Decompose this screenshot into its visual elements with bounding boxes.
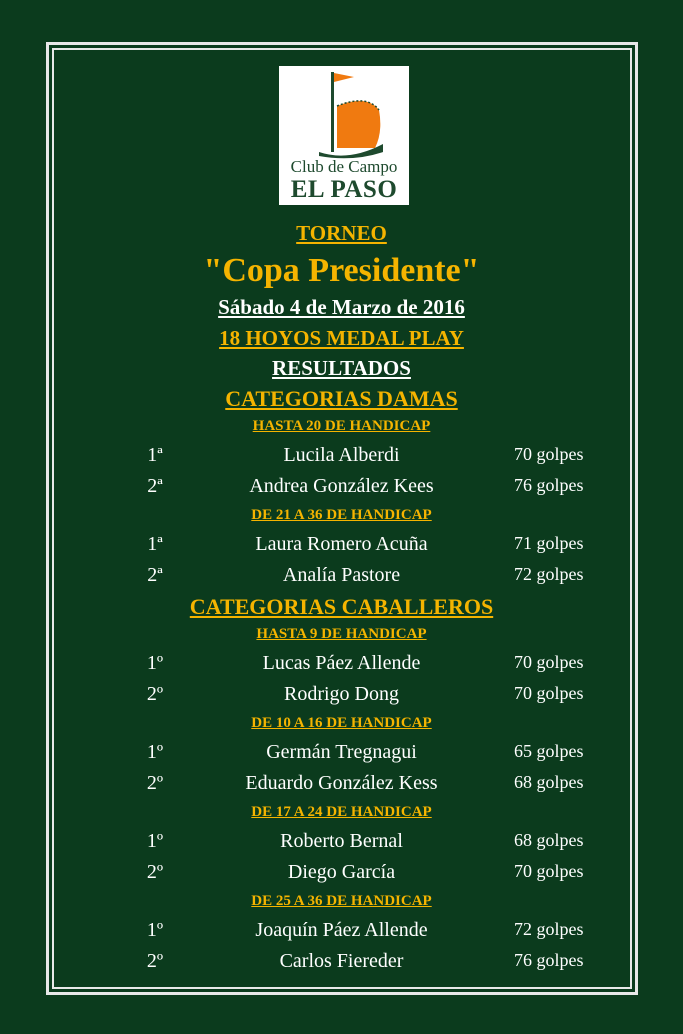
result-score: 70 golpes: [514, 652, 584, 672]
group-label: DE 25 A 36 DE HANDICAP: [251, 893, 432, 909]
results-heading: RESULTADOS: [272, 356, 411, 380]
result-position: 1º: [146, 919, 164, 941]
result-row: [0, 919, 683, 949]
result-position: 1ª: [147, 444, 163, 466]
result-position: 2º: [146, 772, 164, 794]
result-row: [0, 830, 683, 860]
result-row: [0, 772, 683, 802]
result-score: 76 golpes: [514, 475, 584, 495]
result-player: Analía Pastore: [282, 564, 401, 586]
result-position: 2ª: [147, 564, 163, 586]
result-score: 76 golpes: [514, 950, 584, 970]
result-score: 72 golpes: [514, 564, 584, 584]
club-logo: [279, 66, 409, 205]
result-position: 2ª: [147, 475, 163, 497]
tournament-title: "Copa Presidente": [203, 252, 480, 289]
result-score: 65 golpes: [514, 741, 584, 761]
logo-club-text: Club de Campo: [290, 157, 398, 176]
result-player: Roberto Bernal: [280, 830, 403, 852]
result-row: [0, 683, 683, 713]
group-label: DE 17 A 24 DE HANDICAP: [251, 804, 432, 820]
group-label: DE 10 A 16 DE HANDICAP: [251, 715, 432, 731]
result-score: 68 golpes: [514, 772, 584, 792]
flag-icon: [279, 66, 409, 161]
caballeros-heading: CATEGORIAS CABALLEROS: [189, 594, 494, 619]
result-player: Lucila Alberdi: [283, 444, 400, 466]
result-score: 71 golpes: [514, 533, 584, 553]
group-label: HASTA 20 DE HANDICAP: [252, 418, 431, 434]
result-row: [0, 652, 683, 682]
result-player: Laura Romero Acuña: [255, 533, 428, 555]
torneo-label: TORNEO: [296, 221, 387, 245]
result-row: [0, 741, 683, 771]
result-row: [0, 950, 683, 980]
result-position: 1º: [146, 741, 164, 763]
group-label: DE 21 A 36 DE HANDICAP: [251, 507, 432, 523]
result-score: 68 golpes: [514, 830, 584, 850]
result-player: Diego García: [287, 861, 396, 883]
damas-heading: CATEGORIAS DAMAS: [225, 386, 458, 411]
result-score: 70 golpes: [514, 444, 584, 464]
result-row: [0, 861, 683, 891]
result-position: 1ª: [147, 533, 163, 555]
result-row: [0, 564, 683, 594]
result-position: 1º: [146, 830, 164, 852]
result-position: 2º: [146, 683, 164, 705]
result-player: Eduardo González Kess: [245, 772, 438, 794]
result-score: 72 golpes: [514, 919, 584, 939]
result-position: 2º: [146, 950, 164, 972]
result-player: Rodrigo Dong: [284, 683, 399, 705]
result-player: Joaquín Páez Allende: [255, 919, 428, 941]
result-row: [0, 533, 683, 563]
result-score: 70 golpes: [514, 861, 584, 881]
tournament-date: Sábado 4 de Marzo de 2016: [218, 295, 465, 319]
result-row: [0, 444, 683, 474]
result-position: 2º: [146, 861, 164, 883]
logo-name-text: EL PASO: [290, 176, 398, 203]
result-player: Germán Tregnagui: [266, 741, 417, 763]
tournament-format: 18 HOYOS MEDAL PLAY: [219, 326, 464, 350]
result-position: 1º: [146, 652, 164, 674]
result-player: Lucas Páez Allende: [262, 652, 421, 674]
group-label: HASTA 9 DE HANDICAP: [256, 626, 427, 642]
result-player: Carlos Fiereder: [279, 950, 404, 972]
result-row: [0, 475, 683, 505]
result-score: 70 golpes: [514, 683, 584, 703]
result-player: Andrea González Kees: [249, 475, 434, 497]
